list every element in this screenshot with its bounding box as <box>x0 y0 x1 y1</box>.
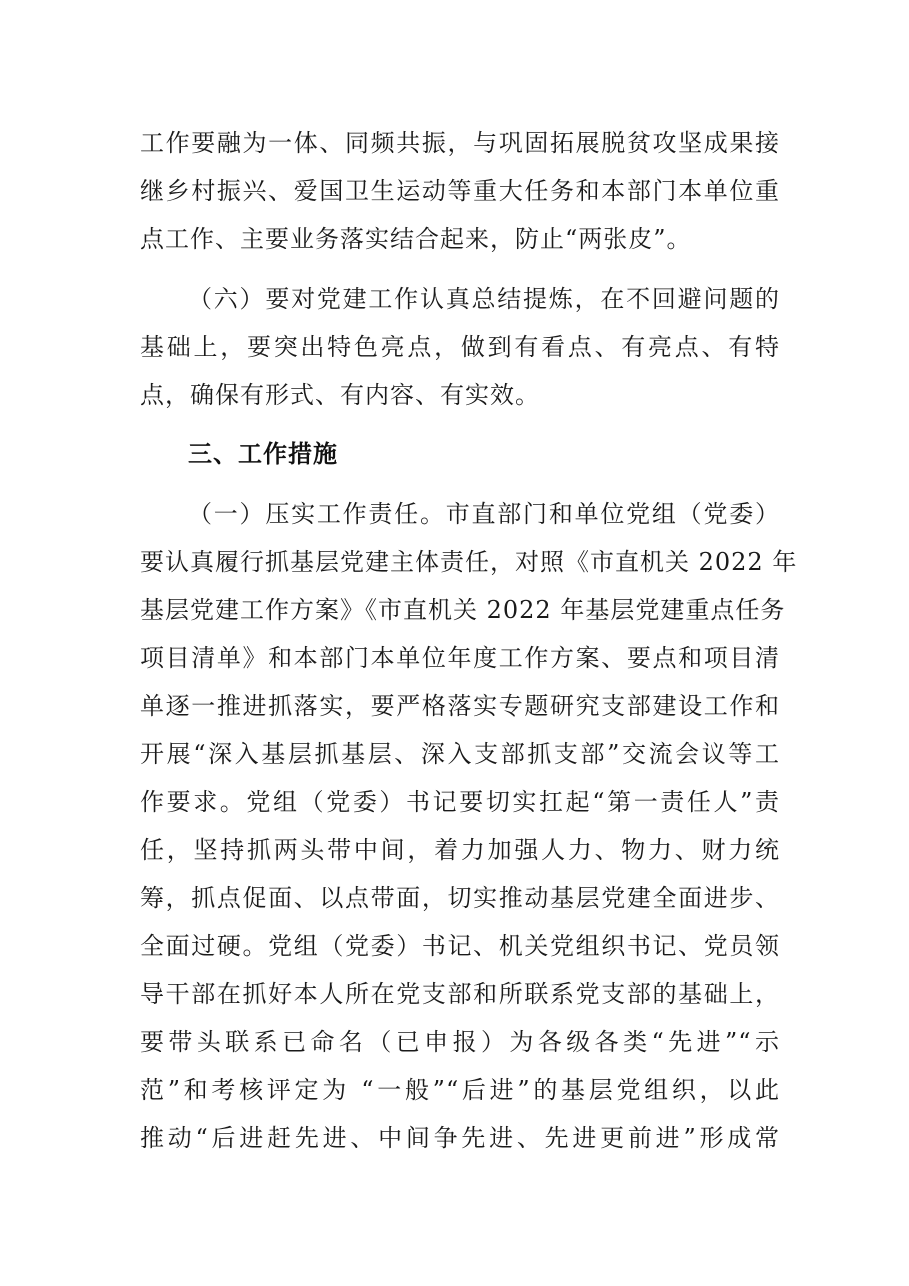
paragraph-line: 导干部在抓好本人所在党支部和所联系党支部的基础上， <box>140 980 780 1008</box>
paragraph-line: 继乡村振兴、爱国卫生运动等重大任务和本部门本单位重 <box>140 177 780 205</box>
paragraph-line: 基础上，要突出特色亮点，做到有看点、有亮点、有特 <box>140 333 780 361</box>
paragraph-line: （六）要对党建工作认真总结提炼，在不回避问题的 <box>188 285 780 313</box>
paragraph-line: 点，确保有形式、有内容、有实效。 <box>140 381 540 409</box>
paragraph-line: 开展“深入基层抓基层、深入支部抓支部”交流会议等工 <box>140 740 780 768</box>
paragraph-line: 全面过硬。党组（党委）书记、机关党组织书记、党员领 <box>140 932 780 960</box>
paragraph-line: 要带头联系已命名（已申报）为各级各类“先进”“示 <box>140 1028 780 1056</box>
paragraph-line: 单逐一推进抓落实，要严格落实专题研究支部建设工作和 <box>140 692 780 720</box>
paragraph-line: 作要求。党组（党委）书记要切实扛起“第一责任人”责 <box>140 788 780 816</box>
paragraph-line: 范”和考核评定为 “一般”“后进”的基层党组织，以此 <box>140 1076 780 1104</box>
paragraph-line: （一）压实工作责任。市直部门和单位党组（党委） <box>188 500 780 528</box>
paragraph-line: 基层党建工作方案》《市直机关 2022 年基层党建重点任务 <box>140 596 786 624</box>
section-heading: 三、工作措施 <box>188 440 338 468</box>
paragraph-line: 筹，抓点促面、以点带面，切实推动基层党建全面进步、 <box>140 884 780 912</box>
paragraph-line: 点工作、主要业务落实结合起来，防止“两张皮”。 <box>140 225 692 253</box>
paragraph-line: 项目清单》和本部门本单位年度工作方案、要点和项目清 <box>140 644 780 672</box>
paragraph-line: 任，坚持抓两头带中间，着力加强人力、物力、财力统 <box>140 836 780 864</box>
paragraph-line: 工作要融为一体、同频共振，与巩固拓展脱贫攻坚成果接 <box>140 129 780 157</box>
paragraph-line: 要认真履行抓基层党建主体责任，对照《市直机关 2022 年 <box>140 548 798 576</box>
paragraph-line: 推动“后进赶先进、中间争先进、先进更前进”形成常 <box>140 1124 780 1152</box>
